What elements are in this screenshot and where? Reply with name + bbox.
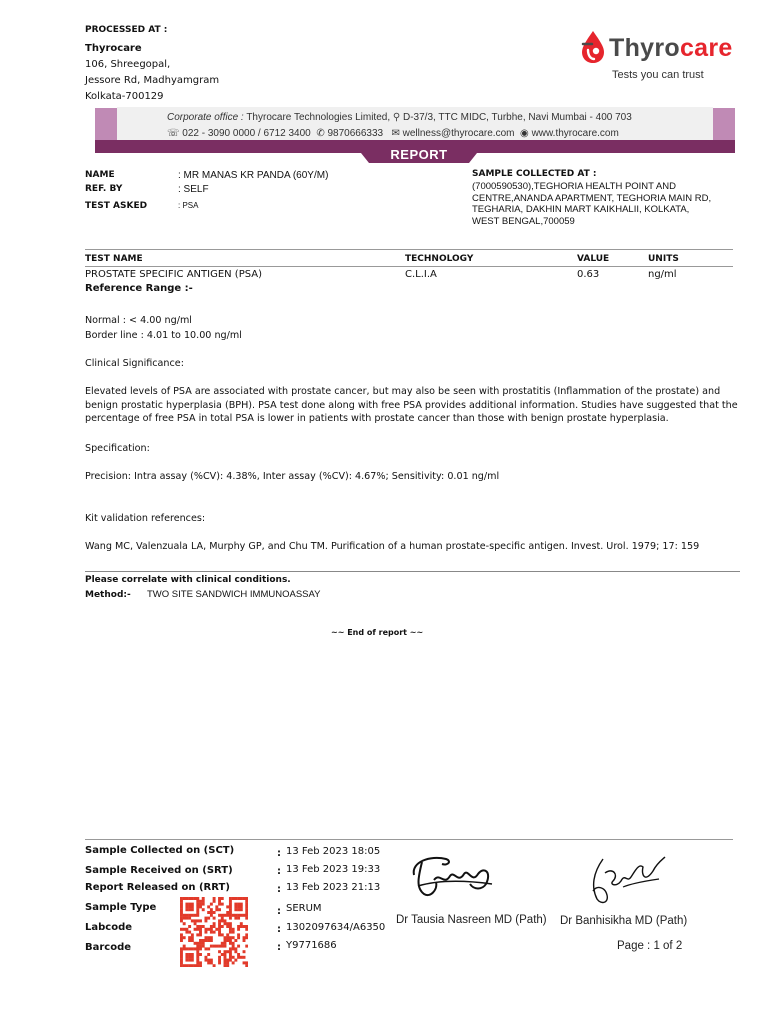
company-name: Thyrocare Technologies Limited, <box>246 112 391 123</box>
reference-borderline: Border line : 4.01 to 10.00 ng/ml <box>85 330 242 341</box>
sample-type-value: SERUM <box>286 903 322 914</box>
report-label: REPORT <box>390 147 448 162</box>
result-test-name: PROSTATE SPECIFIC ANTIGEN (PSA) <box>85 269 263 280</box>
kit-heading: Kit validation references: <box>85 513 206 524</box>
whatsapp-icon: ✆ <box>316 128 325 139</box>
sct-value: 13 Feb 2023 18:05 <box>286 846 381 857</box>
col-header-value: VALUE <box>577 254 610 264</box>
result-units: ng/ml <box>648 269 677 280</box>
page-number: Page : 1 of 2 <box>617 940 683 952</box>
corporate-label: Corporate office : <box>167 112 244 123</box>
processed-at-heading: PROCESSED AT : <box>85 25 168 35</box>
brand-part-1: Thyro <box>609 34 680 62</box>
collection-address-line-1: (7000590530),TEGHORIA HEALTH POINT AND <box>472 181 676 192</box>
test-asked-value: : PSA <box>178 201 199 210</box>
thyrocare-drop-logo-icon <box>580 30 606 68</box>
banner-line-1 <box>167 112 632 123</box>
brand-part-2: care <box>679 34 733 62</box>
method-label: Method:- <box>85 590 131 600</box>
footer-rule <box>85 839 733 840</box>
type-colon: : <box>277 906 281 917</box>
result-technology: C.L.I.A <box>405 269 437 280</box>
clinical-line-2: benign prostatic hyperplasia (BPH). PSA test done along with free PSA provides additional information. Studies have suggested that the <box>85 399 738 411</box>
test-asked-label: TEST ASKED <box>85 201 148 211</box>
ref-by-label: REF. BY <box>85 184 123 194</box>
end-of-report: ~~ End of report ~~ <box>331 628 424 637</box>
clinical-paragraph <box>85 385 738 426</box>
phone-icon: ☏ <box>167 128 180 139</box>
brand-tagline: Tests you can trust <box>612 69 704 81</box>
sct-label: Sample Collected on (SCT) <box>85 845 235 856</box>
specification-text: Precision: Intra assay (%CV): 4.38%, Inter assay (%CV): 4.67%; Sensitivity: 0.01 ng/ml <box>85 471 500 482</box>
corporate-address: D-37/3, TTC MIDC, Turbhe, Navi Mumbai - 400 703 <box>403 112 632 123</box>
col-header-technology: TECHNOLOGY <box>405 254 474 264</box>
barcode-value: Y9771686 <box>286 940 337 951</box>
result-value: 0.63 <box>577 269 600 280</box>
corporate-email: wellness@thyrocare.com <box>402 128 515 139</box>
lab-address-line-3: Kolkata-700129 <box>85 91 164 102</box>
collection-address-line-4: WEST BENGAL,700059 <box>472 215 575 227</box>
kit-reference: Wang MC, Valenzuala LA, Murphy GP, and Chu TM. Purification of a human prostate-specific antigen. Invest. Urol. 1979; 17: 159 <box>85 541 700 552</box>
notes-rule <box>85 571 740 572</box>
corporate-website: www.thyrocare.com <box>531 128 619 139</box>
clinical-line-3: percentage of free PSA in total PSA is lower in patients with prostate cancer than those with benign prostate hyperplasia. <box>85 413 669 424</box>
doctor1-name: Dr Tausia Nasreen MD (Path) <box>396 914 547 926</box>
col-header-units: UNITS <box>648 254 679 264</box>
sample-collected-at-heading: SAMPLE COLLECTED AT : <box>472 169 597 179</box>
doctor2-name: Dr Banhisikha MD (Path) <box>560 915 688 927</box>
rrt-value: 13 Feb 2023 21:13 <box>286 882 381 893</box>
banner-line-2 <box>167 128 619 139</box>
lab-address-line-1: 106, Shreegopal, <box>85 59 171 70</box>
clinical-heading: Clinical Significance: <box>85 358 184 369</box>
lab-name: Thyrocare <box>85 43 142 54</box>
lab-address-line-2: Jessore Rd, Madhyamgram <box>85 75 220 86</box>
table-top-rule <box>85 249 733 250</box>
reference-normal: Normal : < 4.00 ng/ml <box>85 315 192 326</box>
collection-address-line-2: CENTRE,ANANDA APARTMENT, TEGHORIA MAIN RD, <box>472 192 712 204</box>
ref-by-value: : SELF <box>178 184 209 195</box>
doctor2-signature <box>583 853 668 912</box>
srt-value: 13 Feb 2023 19:33 <box>286 864 381 875</box>
col-header-test-name: TEST NAME <box>85 254 143 264</box>
location-pin-icon: ⚲ <box>392 112 401 123</box>
email-icon: ✉ <box>391 128 400 139</box>
labcode-value: 1302097634/A6350 <box>286 922 386 933</box>
correlate-note: Please correlate with clinical conditions. <box>85 575 291 585</box>
specification-heading: Specification: <box>85 443 150 454</box>
reference-range-heading: Reference Range :- <box>85 283 193 294</box>
name-label: NAME <box>85 170 115 180</box>
sample-type-label: Sample Type <box>85 902 157 913</box>
corporate-phone: 022 - 3090 0000 / 6712 3400 <box>182 128 311 139</box>
name-value: : MR MANAS KR PANDA (60Y/M) <box>178 170 329 181</box>
srt-colon: : <box>277 866 281 877</box>
corporate-whatsapp: 9870666333 <box>327 128 384 139</box>
sct-colon: : <box>277 848 281 859</box>
rrt-label: Report Released on (RRT) <box>85 882 230 893</box>
table-header-rule <box>85 266 733 267</box>
globe-icon: ◉ <box>520 128 529 139</box>
barcode-label: Barcode <box>85 942 132 953</box>
brand-wordmark <box>609 34 733 63</box>
srt-label: Sample Received on (SRT) <box>85 865 233 876</box>
rrt-colon: : <box>277 884 281 895</box>
method-value: TWO SITE SANDWICH IMMUNOASSAY <box>147 589 321 600</box>
labcode-colon: : <box>277 924 281 935</box>
doctor1-signature <box>408 850 498 904</box>
sample-collected-at-address <box>472 181 711 227</box>
clinical-line-1: Elevated levels of PSA are associated with prostate cancer, but may also be seen with prostatitis (Inflammation of the prostate) and <box>85 386 721 397</box>
collection-address-line-3: TEGHARIA, DAKHIN MART KAIKHALII, KOLKATA, <box>472 204 690 215</box>
qr-code-icon <box>180 897 248 971</box>
labcode-label: Labcode <box>85 922 133 933</box>
barcode-colon: : <box>277 942 281 953</box>
